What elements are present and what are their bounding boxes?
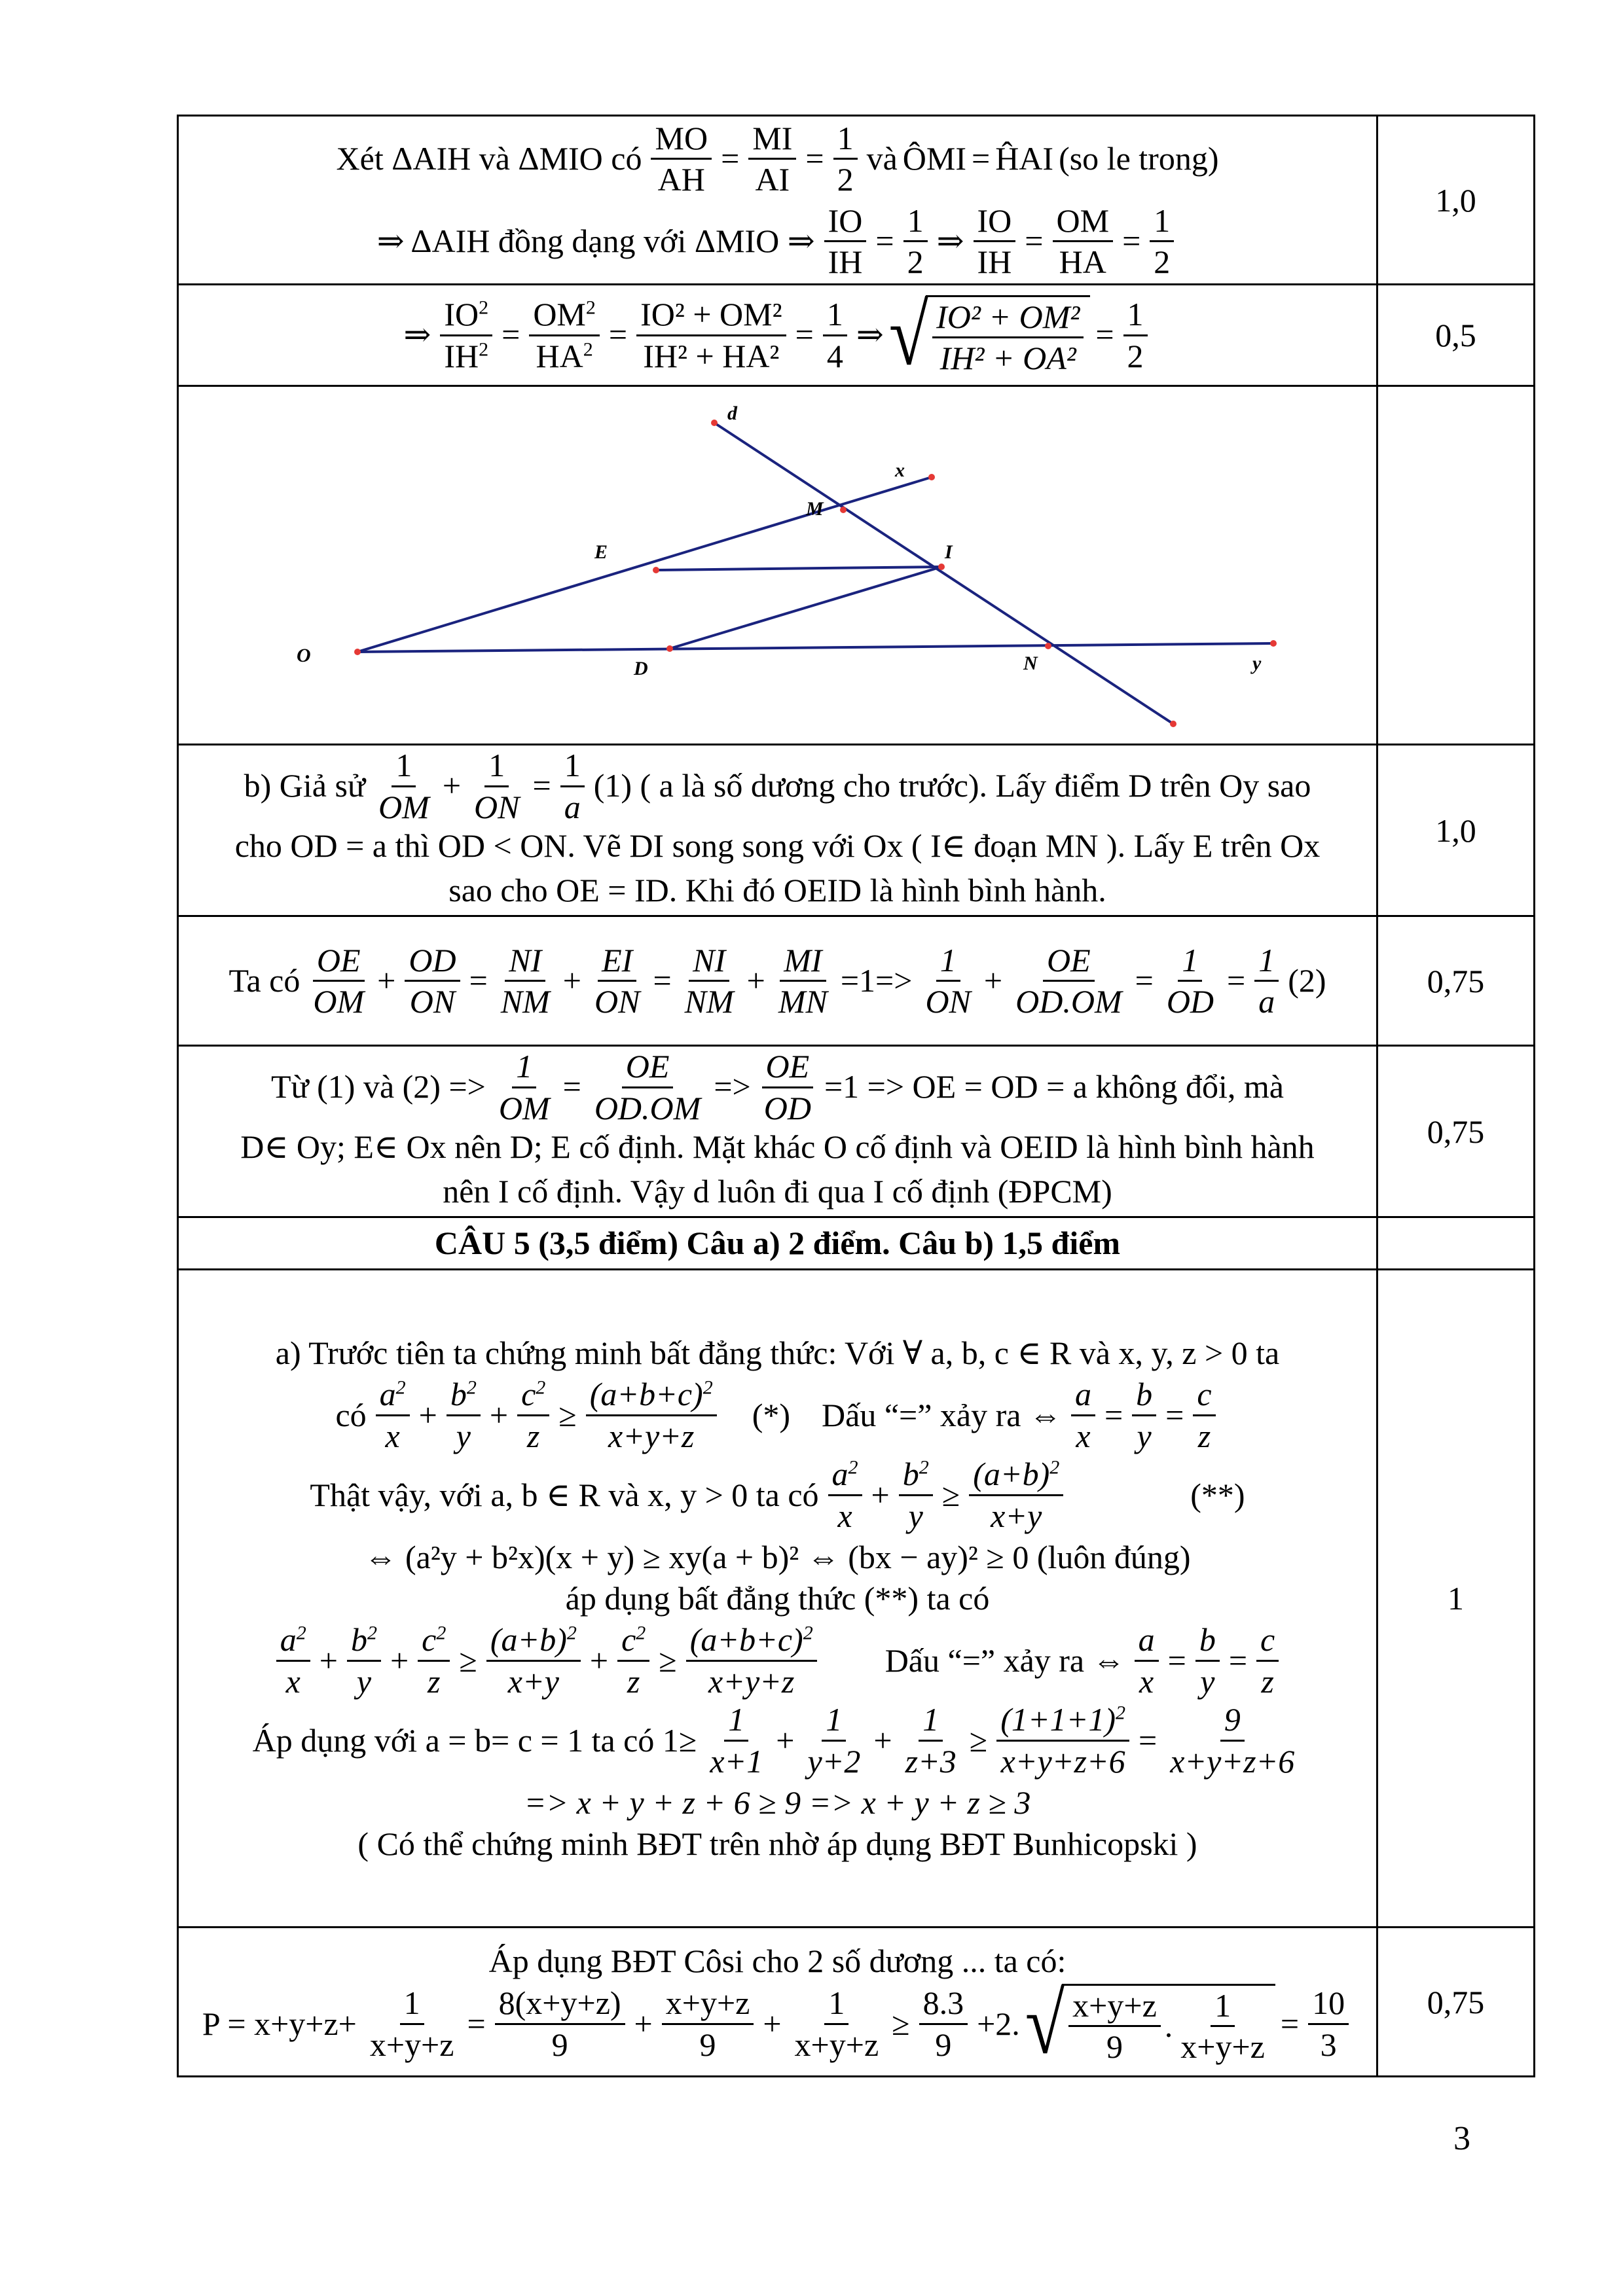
row6-content: Từ (1) và (2) => $\frac{1}{OM}$ = $\frac{OE}{OD.OM}$ => $\frac{OE}{OD}$ =1 => OE = OD = a không đổi, mà D∈ Oy; E∈ Ox nên D; E cố định. Mặt khác O cố định và OEID là hình bình hành nên I cố định. Vậy d luôn đi qua I cố định (ĐPCM) <box>178 1046 1377 1217</box>
row8-line8: => x + y + z + 6 ≥ 9 => x + y + z ≥ 3 <box>524 1784 1031 1821</box>
point-m <box>840 507 847 513</box>
label-i: I <box>945 541 953 563</box>
label-n: N <box>1023 653 1038 674</box>
row8-line5: áp dụng bất đẳng thức (**) ta có <box>565 1579 990 1617</box>
line-d <box>714 423 1173 724</box>
row1-content: Xét ΔAIH và ΔMIO có $\frac{MO}{AH}$ = $\frac{MI}{AI}$ = $\frac{1}{2}$ và ÔMI = ĤAI (so le trong) ⇒ ΔAIH đồng dạng với ΔMIO ⇒ $\frac{IO}{IH}$ = $\frac{1}{2}$ ⇒ $\frac{IO}{IH}$ = $\frac{OM}{HA}$ = $\frac{1}{2}$ <box>178 116 1377 285</box>
table-row <box>178 1270 1535 1928</box>
text-dongdang: ⇒ ΔAIH đồng dạng với ΔMIO ⇒ <box>376 222 815 259</box>
label-o: O <box>297 645 311 666</box>
table-row <box>178 386 1535 745</box>
label-y: y <box>1252 653 1262 674</box>
sqrt-expression: √ $\frac{x+y+z}{9}$ . $\frac{1}{x+y+z}$ <box>1025 1984 1275 2064</box>
label-x: x <box>895 459 905 481</box>
row5-content: Ta có $\frac{OE}{OM}$ + $\frac{OD}{ON}$ = $\frac{NI}{NM}$ + $\frac{EI}{ON}$ = $\frac{NI}{NM}$ + $\frac{MI}{MN}$ =1=> $\frac{1}{ON}$ + $\frac{OE}{OD.OM}$ = $\frac{1}{OD}$ = $\frac{1}{a}$ (2) <box>178 916 1377 1046</box>
sqrt-expression: √ $\frac{\text{IO² + OM²}}{\text{IH² + OA²}}$ <box>889 295 1091 376</box>
label-dpoint: D <box>634 658 648 679</box>
score-cell: 1 <box>1377 1270 1535 1928</box>
row6-line3: nên I cố định. Vậy d luôn đi qua I cố định (ĐPCM) <box>443 1172 1112 1210</box>
score-cell: 0,5 <box>1377 285 1535 386</box>
point-x-end <box>928 474 935 480</box>
cau5-heading: CÂU 5 (3,5 điểm) Câu a) 2 điểm. Câu b) 1,5 điểm <box>178 1217 1377 1270</box>
score-cell: 0,75 <box>1377 1928 1535 2077</box>
text-xet: Xét ΔAIH và ΔMIO có <box>336 139 642 177</box>
label-m: M <box>806 498 824 520</box>
line-oy <box>357 643 1273 652</box>
solution-table <box>177 115 1535 2077</box>
point-d-end2 <box>1170 721 1176 727</box>
geometry-figure <box>179 387 1390 744</box>
score-cell: 1,0 <box>1377 116 1535 285</box>
angle-hai: ĤAI <box>995 139 1054 177</box>
table-row <box>178 116 1535 285</box>
row9-content: Áp dụng BĐT Côsi cho 2 số dương ... ta có: P = x+y+z+ $\frac{1}{x+y+z}$ = $\frac{8(x+y+z)}{9}$ + $\frac{x+y+z}{9}$ + $\frac{1}{x+y+z}$ ≥ $\frac{8.3}{9}$ +2. √ $\frac{x+y+z}{9}$ . $\frac{1}{x+y+z}$ = $\frac{10}{3}$ <box>178 1928 1377 2077</box>
row6-line2: D∈ Oy; E∈ Ox nên D; E cố định. Mặt khác O cố định và OEID là hình bình hành <box>240 1128 1315 1165</box>
figure-cell <box>178 386 1377 745</box>
point-o <box>354 649 361 655</box>
point-y-end <box>1270 640 1277 647</box>
row9-line1: Áp dụng BĐT Côsi cho 2 số dương ... ta có: <box>488 1943 1067 1980</box>
angle-omi: ÔMI <box>902 139 966 177</box>
point-e <box>653 567 659 573</box>
point-d-end <box>711 420 718 426</box>
point-n <box>1045 643 1051 649</box>
row8-line4: ⇔ (a²y + b²x)(x + y) ≥ xy(a + b)² ⇔ (bx − ay)² ≥ 0 (luôn đúng) <box>364 1539 1191 1576</box>
row2-content: ⇒ $\frac{IO^2}{IH^2}$ = $\frac{OM^2}{HA^2}$ = $\frac{\text{IO² + OM²}}{\text{IH² + HA²}}$ = $\frac{1}{4}$ ⇒ √ $\frac{\text{IO² + OM²}}{\text{IH² + OA²}}$ = $\frac{1}{2}$ <box>178 285 1377 386</box>
table-row <box>178 916 1535 1046</box>
label-d: d <box>727 403 737 424</box>
point-d <box>666 645 673 652</box>
table-row <box>178 745 1535 916</box>
table-row <box>178 1928 1535 2077</box>
segment-di <box>670 567 941 649</box>
label-e: E <box>594 541 608 563</box>
point-i <box>938 564 945 570</box>
row8-content: a) Trước tiên ta chứng minh bất đẳng thức: Với ∀ a, b, c ∈ R và x, y, z > 0 ta có $\frac{a^2}{x}$ + $\frac{b^2}{y}$ + $\frac{c^2}{z}$ ≥ $\frac{(a+b+c)^2}{x+y+z}$ (*) Dấu “=” xảy ra ⇔ $\frac{a}{x}$ = $\frac{b}{y}$ = $\frac{c}{z}$ Thật vậy, với a, b ∈ R và x, y > 0 ta có $\frac{a^2}{x}$ + $\frac{b^2}{y}$ ≥ $\frac{(a+b)^2}{x+y}$ (**) ⇔ (a²y + b²x)(x + y) ≥ xy(a + b)² ⇔ (bx − ay)² ≥ 0 (luôn đúng) áp dụng bất đẳng thức (**) ta có $\frac{a^2}{x}$ + $\frac{b^2}{y}$ + $\frac{c^2}{z}$ ≥ $\frac{(a+b)^2}{x+y}$ + $\frac{c^2}{z}$ ≥ $\frac{(a+b+c)^2}{x+y+z}$ Dấu “=” xảy ra ⇔ $\frac{a}{x}$ = $\frac{b}{y}$ = $\frac{c}{z}$ Áp dụng với a = b= c = 1 ta có 1≥ $\frac{1}{x+1}$ + $\frac{1}{y+2}$ + $\frac{1}{z+3}$ ≥ $\frac{(1+1+1)^2}{x+y+z+6}$ = $\frac{9}{x+y+z+6}$ => x + y + z + 6 ≥ 9 => x + y + z ≥ 3 ( Có thể chứng minh BĐT trên nhờ áp dụng BĐT Bunhicopski ) <box>178 1270 1377 1928</box>
score-cell: 0,75 <box>1377 916 1535 1046</box>
table-row <box>178 1217 1535 1270</box>
row4-line2: cho OD = a thì OD < ON. Vẽ DI song song với Ox ( I∈ đoạn MN ). Lấy E trên Ox <box>234 827 1321 864</box>
row4-content: b) Giả sử $\frac{1}{OM}$ + $\frac{1}{ON}$ = $\frac{1}{a}$ (1) ( a là số dương cho trước). Lấy điểm D trên Oy sao cho OD = a thì OD < ON. Vẽ DI song song với Ox ( I∈ đoạn MN ). Lấy E trên Ox sao cho OE = ID. Khi đó OEID là hình bình hành. <box>178 745 1377 916</box>
table-row <box>178 285 1535 386</box>
score-cell <box>1377 386 1535 745</box>
segment-ei <box>656 567 941 570</box>
score-cell: 1,0 <box>1377 745 1535 916</box>
score-cell <box>1377 1217 1535 1270</box>
row8-line1: a) Trước tiên ta chứng minh bất đẳng thức: Với ∀ a, b, c ∈ R và x, y, z > 0 ta <box>275 1334 1280 1371</box>
line-ox <box>357 477 932 652</box>
score-cell: 0,75 <box>1377 1046 1535 1217</box>
row8-line9: ( Có thể chứng minh BĐT trên nhờ áp dụng BĐT Bunhicopski ) <box>357 1825 1197 1862</box>
table-row <box>178 1046 1535 1217</box>
page-number: 3 <box>1453 2120 1470 2157</box>
row4-line3: sao cho OE = ID. Khi đó OEID là hình bình hành. <box>448 871 1106 908</box>
